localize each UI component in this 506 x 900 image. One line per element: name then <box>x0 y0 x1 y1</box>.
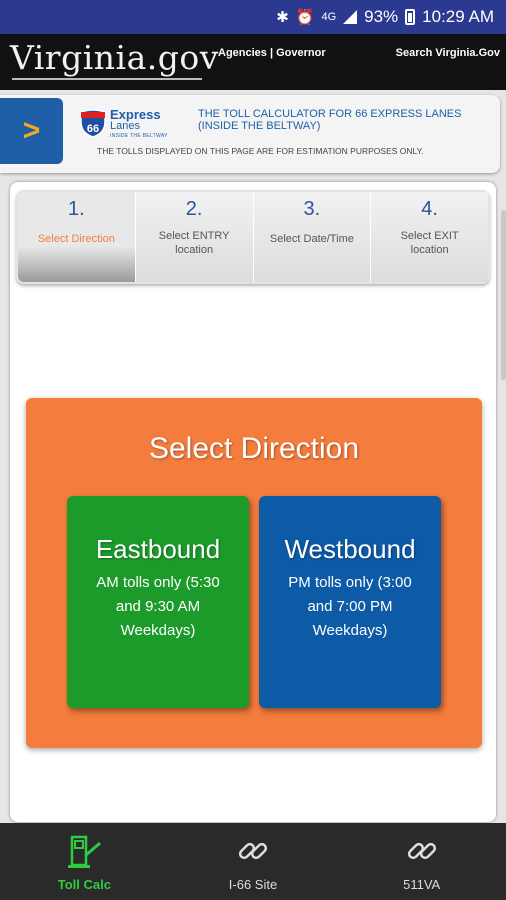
battery-icon <box>405 9 415 25</box>
step-number: 4. <box>421 198 438 220</box>
step-select-exit[interactable] <box>371 192 488 282</box>
westbound-desc: PM tolls only (3:00 and 7:00 PM Weekdays) <box>288 574 412 639</box>
step-label: Select Date/Time <box>269 233 354 245</box>
site-header <box>0 34 506 90</box>
link-icon <box>233 831 273 871</box>
battery-percent: 93% <box>364 7 399 26</box>
signal-icon <box>343 10 357 24</box>
step-tabs <box>16 190 490 284</box>
search-link[interactable]: Search Virginia.Gov <box>395 47 500 59</box>
bluetooth-icon: ✱ <box>276 9 289 26</box>
bottom-nav <box>0 823 506 900</box>
toll-banner <box>0 95 500 173</box>
nav-511va[interactable] <box>337 823 506 900</box>
nav-label: 511VA <box>403 877 441 892</box>
step-label: Select Direction <box>37 233 115 245</box>
direction-title: Select Direction <box>148 432 360 465</box>
step-select-datetime[interactable] <box>254 192 372 282</box>
i66-shield-icon <box>78 108 108 138</box>
network-type: 4G <box>321 11 337 23</box>
nav-label: I-66 Site <box>228 877 278 892</box>
step-number: 1. <box>68 198 85 220</box>
nav-toll-calc[interactable] <box>0 823 169 900</box>
westbound-label: Westbound <box>284 534 416 564</box>
step-label: Select ENTRY location <box>158 230 230 256</box>
link-icon <box>402 831 442 871</box>
eastbound-desc: AM tolls only (5:30 and 9:30 AM Weekdays) <box>96 574 220 639</box>
clock: 10:29 AM <box>422 7 494 26</box>
step-label: Select EXIT location <box>400 230 459 256</box>
lanes-subtitle: Lanes <box>110 120 140 132</box>
banner-title: THE TOLL CALCULATOR FOR 66 EXPRESS LANES (INSIDE THE BELTWAY) <box>198 108 462 132</box>
virginia-logo[interactable]: Virginia.gov <box>10 38 219 77</box>
step-number: 2. <box>185 198 203 220</box>
express-title: Express <box>110 107 161 122</box>
alarm-icon: ⏰ <box>295 9 315 26</box>
scrollbar[interactable] <box>501 210 506 380</box>
status-bar <box>0 0 506 34</box>
expand-arrow-icon[interactable]: > <box>0 98 63 164</box>
nav-i66-site[interactable] <box>169 823 338 900</box>
step-select-entry[interactable] <box>136 192 254 282</box>
westbound-button[interactable] <box>259 496 441 708</box>
step-number: 3. <box>303 198 321 220</box>
disclaimer-note: THE TOLLS DISPLAYED ON THIS PAGE ARE FOR ESTIMATION PURPOSES ONLY. <box>97 146 424 156</box>
beltway-tag: INSIDE THE BELTWAY <box>110 133 168 139</box>
eastbound-label: Eastbound <box>95 534 221 564</box>
nav-label: Toll Calc <box>57 877 111 892</box>
shield-number: 66 <box>86 123 100 135</box>
eastbound-button[interactable] <box>67 496 249 708</box>
logo-underline <box>12 78 202 80</box>
toll-booth-icon <box>64 831 104 871</box>
agencies-governor-link[interactable]: Agencies | Governor <box>218 47 326 59</box>
step-select-direction[interactable] <box>18 192 136 282</box>
